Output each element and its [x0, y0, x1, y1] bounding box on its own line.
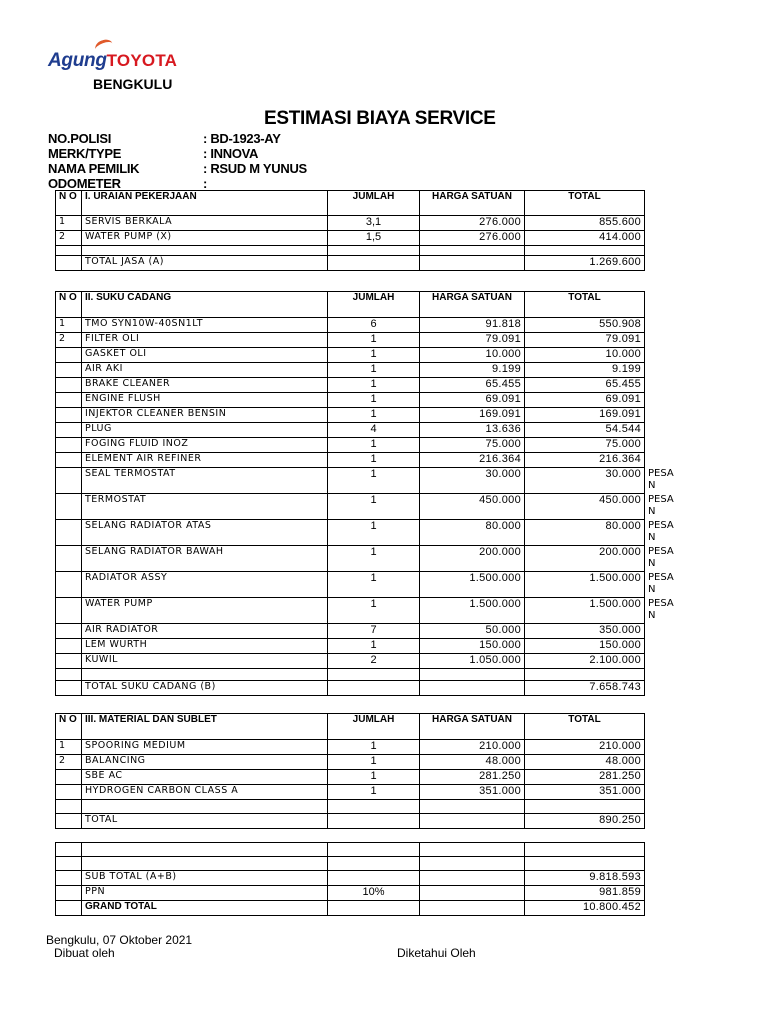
row-no: 1 — [56, 740, 82, 755]
row-price: 69.091 — [420, 393, 525, 408]
table-row — [56, 348, 645, 363]
row-total: 75.000 — [525, 438, 645, 453]
row-description: PLUG — [82, 423, 328, 438]
col-total-header: TOTAL — [525, 714, 645, 740]
section-heading: II. SUKU CADANG — [82, 292, 328, 318]
row-qty: 1 — [328, 598, 420, 624]
row-price: 10.000 — [420, 348, 525, 363]
parts-rows — [56, 318, 645, 669]
grand-total-value: 10.800.452 — [525, 901, 645, 916]
row-description: ELEMENT AIR REFINER — [82, 453, 328, 468]
col-price-header: HARGA SATUAN — [420, 292, 525, 318]
row-qty: 1 — [328, 494, 420, 520]
table-row — [56, 408, 645, 423]
row-qty: 3,1 — [328, 216, 420, 231]
row-no — [56, 363, 82, 378]
row-no: 2 — [56, 231, 82, 246]
row-qty: 1 — [328, 755, 420, 770]
row-total: 80.000 — [525, 520, 645, 546]
table-row — [56, 546, 645, 572]
row-price: 75.000 — [420, 438, 525, 453]
total-value: 7.658.743 — [525, 681, 645, 696]
row-price: 9.199 — [420, 363, 525, 378]
row-description: HYDROGEN CARBON CLASS A — [82, 785, 328, 800]
row-total: 169.091 — [525, 408, 645, 423]
row-price: 169.091 — [420, 408, 525, 423]
table-row — [56, 770, 645, 785]
col-total-header: TOTAL — [525, 292, 645, 318]
table-row — [56, 624, 645, 639]
row-price: 1.500.000 — [420, 598, 525, 624]
section-heading: III. MATERIAL DAN SUBLET — [82, 714, 328, 740]
subtotal-label: SUB TOTAL (A+B) — [82, 871, 328, 886]
row-qty: 1 — [328, 348, 420, 363]
row-qty: 1 — [328, 378, 420, 393]
row-qty: 2 — [328, 654, 420, 669]
total-value: 1.269.600 — [525, 256, 645, 271]
row-qty: 1 — [328, 740, 420, 755]
table-row — [56, 520, 645, 546]
row-qty: 1 — [328, 333, 420, 348]
row-description: BRAKE CLEANER — [82, 378, 328, 393]
pesan-note: PESAN — [648, 494, 674, 517]
page-title: ESTIMASI BIAYA SERVICE — [264, 108, 496, 129]
summary-table — [55, 842, 645, 916]
row-qty: 1 — [328, 363, 420, 378]
jasa-table — [55, 190, 645, 271]
spacer-row — [56, 669, 645, 681]
ppn-row — [56, 886, 645, 901]
col-price-header: HARGA SATUAN — [420, 714, 525, 740]
col-no-header: N O — [56, 292, 82, 318]
row-description: SERVIS BERKALA — [82, 216, 328, 231]
row-total: 1.500.000 — [525, 598, 645, 624]
row-qty: 1,5 — [328, 231, 420, 246]
table-row — [56, 378, 645, 393]
table-row — [56, 639, 645, 654]
table-row — [56, 333, 645, 348]
row-price: 281.250 — [420, 770, 525, 785]
table-row — [56, 423, 645, 438]
row-no: 2 — [56, 333, 82, 348]
row-price: 13.636 — [420, 423, 525, 438]
row-no — [56, 438, 82, 453]
row-total: 79.091 — [525, 333, 645, 348]
info-nama-pemilik: NAMA PEMILIK : RSUD M YUNUS — [48, 161, 307, 176]
row-price: 65.455 — [420, 378, 525, 393]
spacer-row — [56, 857, 645, 871]
subtotal-row — [56, 871, 645, 886]
row-no — [56, 468, 82, 494]
table-row — [56, 755, 645, 770]
table-row — [56, 216, 645, 231]
row-qty: 1 — [328, 785, 420, 800]
grand-total-label: GRAND TOTAL — [82, 901, 328, 916]
total-label: TOTAL JASA (A) — [82, 256, 328, 271]
row-price: 351.000 — [420, 785, 525, 800]
table-row — [56, 318, 645, 333]
row-qty: 4 — [328, 423, 420, 438]
row-total: 414.000 — [525, 231, 645, 246]
row-total: 48.000 — [525, 755, 645, 770]
col-qty-header: JUMLAH — [328, 292, 420, 318]
row-total: 281.250 — [525, 770, 645, 785]
row-price: 79.091 — [420, 333, 525, 348]
row-no: 1 — [56, 216, 82, 231]
pesan-note: PESAN — [648, 598, 674, 621]
row-no — [56, 423, 82, 438]
table-row — [56, 453, 645, 468]
row-price: 200.000 — [420, 546, 525, 572]
col-qty-header: JUMLAH — [328, 714, 420, 740]
row-qty: 1 — [328, 572, 420, 598]
row-description: LEM WURTH — [82, 639, 328, 654]
info-merk-type: MERK/TYPE : INNOVA — [48, 146, 259, 161]
table-row — [56, 393, 645, 408]
row-description: RADIATOR ASSY — [82, 572, 328, 598]
row-total: 351.000 — [525, 785, 645, 800]
row-description: SEAL TERMOSTAT — [82, 468, 328, 494]
row-description: TMO SYN10W-40SN1LT — [82, 318, 328, 333]
row-no — [56, 408, 82, 423]
row-qty: 6 — [328, 318, 420, 333]
ppn-value: 981.859 — [525, 886, 645, 901]
col-total-header: TOTAL — [525, 191, 645, 216]
branch-name: BENGKULU — [93, 76, 173, 92]
logo-toyota-text: TOYOTA — [106, 51, 178, 70]
row-qty: 1 — [328, 393, 420, 408]
table-row — [56, 494, 645, 520]
row-description: BALANCING — [82, 755, 328, 770]
table-row — [56, 598, 645, 624]
parts-total-row — [56, 681, 645, 696]
row-price: 276.000 — [420, 231, 525, 246]
row-description: GASKET OLI — [82, 348, 328, 363]
total-value: 890.250 — [525, 814, 645, 829]
row-description: SBE AC — [82, 770, 328, 785]
parts-table — [55, 291, 645, 696]
col-no-header: N O — [56, 191, 82, 216]
ppn-rate: 10% — [328, 886, 420, 901]
row-qty: 1 — [328, 438, 420, 453]
row-no — [56, 639, 82, 654]
row-description: WATER PUMP — [82, 598, 328, 624]
row-qty: 1 — [328, 520, 420, 546]
table-header-row — [56, 714, 645, 740]
row-total: 30.000 — [525, 468, 645, 494]
row-description: WATER PUMP (X) — [82, 231, 328, 246]
logo-agung-text: Agung — [48, 50, 107, 71]
row-total: 200.000 — [525, 546, 645, 572]
row-qty: 1 — [328, 639, 420, 654]
material-table — [55, 713, 645, 829]
row-no — [56, 598, 82, 624]
row-description: ENGINE FLUSH — [82, 393, 328, 408]
jasa-rows — [56, 216, 645, 246]
row-qty: 1 — [328, 453, 420, 468]
row-price: 50.000 — [420, 624, 525, 639]
row-description: SELANG RADIATOR ATAS — [82, 520, 328, 546]
row-qty: 1 — [328, 546, 420, 572]
info-odometer: ODOMETER : — [48, 176, 208, 191]
row-price: 1.050.000 — [420, 654, 525, 669]
table-header-row — [56, 191, 645, 216]
row-description: TERMOSTAT — [82, 494, 328, 520]
row-qty: 1 — [328, 468, 420, 494]
row-total: 54.544 — [525, 423, 645, 438]
row-total: 10.000 — [525, 348, 645, 363]
row-description: SPOORING MEDIUM — [82, 740, 328, 755]
row-price: 80.000 — [420, 520, 525, 546]
row-price: 30.000 — [420, 468, 525, 494]
row-no — [56, 546, 82, 572]
table-row — [56, 468, 645, 494]
row-total: 210.000 — [525, 740, 645, 755]
company-logo — [48, 50, 177, 72]
row-qty: 1 — [328, 770, 420, 785]
row-description: FOGING FLUID INOZ — [82, 438, 328, 453]
row-no — [56, 770, 82, 785]
row-no — [56, 393, 82, 408]
ppn-label: PPN — [82, 886, 328, 901]
row-no — [56, 348, 82, 363]
row-total: 216.364 — [525, 453, 645, 468]
row-no — [56, 520, 82, 546]
table-row — [56, 654, 645, 669]
row-description: FILTER OLI — [82, 333, 328, 348]
row-total: 2.100.000 — [525, 654, 645, 669]
known-by-label: Diketahui Oleh — [397, 946, 476, 960]
spacer-row — [56, 246, 645, 256]
col-price-header: HARGA SATUAN — [420, 191, 525, 216]
subtotal-value: 9.818.593 — [525, 871, 645, 886]
row-price: 216.364 — [420, 453, 525, 468]
table-row — [56, 231, 645, 246]
row-no — [56, 378, 82, 393]
table-row — [56, 785, 645, 800]
row-qty: 1 — [328, 408, 420, 423]
place-date: Bengkulu, 07 Oktober 2021 — [46, 933, 193, 947]
row-no — [56, 453, 82, 468]
material-rows — [56, 740, 645, 800]
pesan-note: PESAN — [648, 520, 674, 543]
row-price: 210.000 — [420, 740, 525, 755]
row-description: SELANG RADIATOR BAWAH — [82, 546, 328, 572]
row-description: AIR AKI — [82, 363, 328, 378]
made-by-label: Dibuat oleh — [54, 946, 115, 960]
table-header-row — [56, 292, 645, 318]
row-no: 1 — [56, 318, 82, 333]
row-no — [56, 494, 82, 520]
row-price: 48.000 — [420, 755, 525, 770]
row-total: 350.000 — [525, 624, 645, 639]
row-total: 9.199 — [525, 363, 645, 378]
table-row — [56, 438, 645, 453]
row-price: 91.818 — [420, 318, 525, 333]
col-no-header: N O — [56, 714, 82, 740]
row-total: 550.908 — [525, 318, 645, 333]
row-price: 150.000 — [420, 639, 525, 654]
spacer-row — [56, 843, 645, 857]
section-heading: I. URAIAN PEKERJAAN — [82, 191, 328, 216]
table-row — [56, 363, 645, 378]
row-total: 855.600 — [525, 216, 645, 231]
row-qty: 7 — [328, 624, 420, 639]
row-no — [56, 785, 82, 800]
pesan-note: PESAN — [648, 572, 674, 595]
row-description: INJEKTOR CLEANER BENSIN — [82, 408, 328, 423]
jasa-total-row — [56, 256, 645, 271]
material-total-row — [56, 814, 645, 829]
col-qty-header: JUMLAH — [328, 191, 420, 216]
row-no — [56, 624, 82, 639]
row-total: 1.500.000 — [525, 572, 645, 598]
row-price: 450.000 — [420, 494, 525, 520]
row-no — [56, 654, 82, 669]
row-price: 1.500.000 — [420, 572, 525, 598]
row-no — [56, 572, 82, 598]
grand-total-row — [56, 901, 645, 916]
spacer-row — [56, 800, 645, 814]
table-row — [56, 740, 645, 755]
row-no: 2 — [56, 755, 82, 770]
row-price: 276.000 — [420, 216, 525, 231]
info-no-polisi: NO.POLISI : BD-1923-AY — [48, 131, 281, 146]
row-total: 65.455 — [525, 378, 645, 393]
row-total: 150.000 — [525, 639, 645, 654]
total-label: TOTAL SUKU CADANG (B) — [82, 681, 328, 696]
row-total: 450.000 — [525, 494, 645, 520]
row-description: AIR RADIATOR — [82, 624, 328, 639]
row-total: 69.091 — [525, 393, 645, 408]
row-description: KUWIL — [82, 654, 328, 669]
total-label: TOTAL — [82, 814, 328, 829]
pesan-note: PESAN — [648, 546, 674, 569]
table-row — [56, 572, 645, 598]
pesan-note: PESAN — [648, 468, 674, 491]
